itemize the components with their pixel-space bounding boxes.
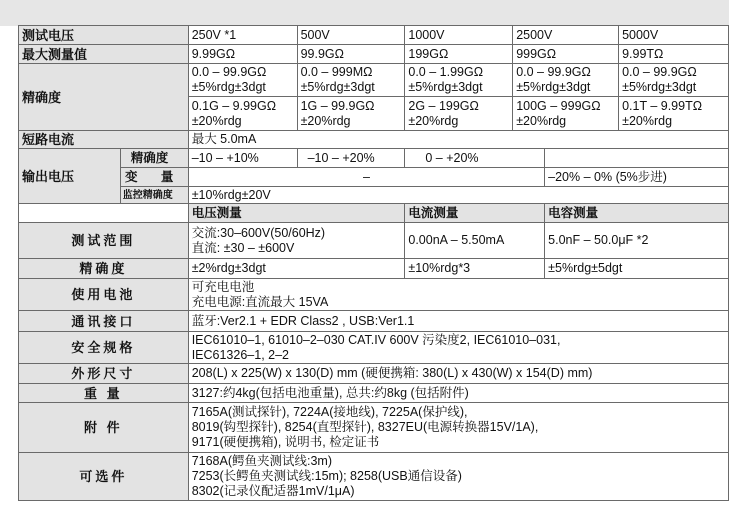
- dimensions-value: 208(L) x 225(W) x 130(D) mm (硬便携箱: 380(L) x 430(W) x 154(D) mm): [188, 364, 728, 384]
- row-measure-headers: [19, 204, 729, 223]
- range-voltage-cell: [188, 223, 405, 259]
- test-voltage-1000: 1000V: [405, 26, 513, 45]
- max-measure-250: 9.99GΩ: [188, 45, 297, 64]
- accuracy-range-cell: [513, 64, 619, 97]
- label-safety: 安全规格: [19, 332, 189, 364]
- row-weight: [19, 384, 729, 403]
- battery-line: 充电电源:直流最大 15VA: [191, 294, 329, 309]
- row-measure-range: [19, 223, 729, 259]
- max-measure-1000: 199GΩ: [405, 45, 513, 64]
- test-voltage-2500: 2500V: [513, 26, 619, 45]
- label-output-voltage: 输出电压: [19, 149, 121, 204]
- row-options: [19, 453, 729, 501]
- accuracy-range: 0.0 – 99.9GΩ: [516, 65, 591, 79]
- header-current-measure: 电流测量: [405, 204, 545, 223]
- accuracy-range: 0.1G – 9.99GΩ: [191, 98, 277, 113]
- accessories-line: 8019(钩型探针), 8254(直型探针), 8327EU(电源转换器15V/1A),: [191, 420, 539, 434]
- accuracy-value: ±5%rdg±3dgt: [408, 80, 483, 94]
- label-accuracy: 精确度: [19, 64, 189, 131]
- accuracy-range: 2G – 199GΩ: [408, 98, 479, 113]
- label-output-accuracy: 精确度: [120, 149, 188, 168]
- measure-accuracy-capacitance: ±5%rdg±5dgt: [545, 259, 729, 279]
- accuracy-range-cell: [619, 97, 729, 131]
- label-options: 可选件: [19, 453, 189, 501]
- accuracy-range-cell: [513, 97, 619, 131]
- row-max-measure: [19, 45, 729, 64]
- empty-cell: [545, 149, 729, 168]
- empty-cell: [19, 204, 121, 223]
- accuracy-range: 100G – 999GΩ: [516, 98, 601, 113]
- label-short-current: 短路电流: [19, 131, 189, 149]
- accessories-value: [188, 403, 728, 453]
- accuracy-range: 0.0 – 99.9GΩ: [622, 65, 697, 79]
- options-line: 8302(记录仪配适器1mV/1μA): [191, 484, 355, 498]
- accuracy-value: ±5%rdg±3dgt: [191, 80, 266, 94]
- safety-line: IEC61326–1, 2–2: [191, 347, 289, 362]
- accuracy-range: 0.0 – 99.9GΩ: [191, 65, 267, 79]
- range-current: 0.00nA – 5.50mA: [405, 223, 545, 259]
- label-battery: 使用电池: [19, 279, 189, 311]
- label-test-voltage: 测试电压: [19, 26, 189, 45]
- battery-value: [188, 279, 728, 311]
- accessories-line: 9171(硬便携箱), 说明书, 检定证书: [191, 435, 380, 449]
- row-battery: [19, 279, 729, 311]
- accuracy-value: ±5%rdg±3dgt: [622, 80, 697, 94]
- row-output-accuracy: [19, 149, 729, 168]
- test-voltage-5000: 5000V: [619, 26, 729, 45]
- accuracy-range-cell: [619, 64, 729, 97]
- test-voltage-500: 500V: [297, 26, 405, 45]
- header-voltage-measure: 电压测量: [188, 204, 405, 223]
- short-current-value: 最大 5.0mA: [188, 131, 728, 149]
- measure-accuracy-voltage: ±2%rdg±3dgt: [188, 259, 405, 279]
- accuracy-range: 1G – 99.9GΩ: [300, 98, 375, 113]
- range-voltage-ac: 交流:30–600V(50/60Hz): [191, 225, 326, 240]
- measure-accuracy-current: ±10%rdg*3: [405, 259, 545, 279]
- accuracy-value: ±20%rdg: [300, 113, 351, 128]
- variation-dash: –: [188, 168, 544, 187]
- label-monitor-accuracy: 监控精确度: [120, 187, 188, 204]
- battery-line: 可充电电池: [191, 279, 255, 294]
- accuracy-range: 0.0 – 999MΩ: [300, 65, 373, 79]
- accessories-line: 7165A(测试探针), 7224A(接地线), 7225A(保护线),: [191, 405, 468, 419]
- row-short-current: [19, 131, 729, 149]
- spec-table: [18, 25, 729, 501]
- row-measure-accuracy: [19, 259, 729, 279]
- label-accessories: 附 件: [19, 403, 189, 453]
- test-voltage-250: 250V *1: [188, 26, 297, 45]
- max-measure-2500: 999GΩ: [513, 45, 619, 64]
- row-test-voltage: [19, 26, 729, 45]
- weight-value: 3127:约4kg(包括电池重量), 总共:约8kg (包括附件): [188, 384, 728, 403]
- row-variation: [19, 168, 729, 187]
- header-capacitance-measure: 电容测量: [545, 204, 729, 223]
- row-dimensions: [19, 364, 729, 384]
- accuracy-range-cell: [405, 64, 513, 97]
- range-capacitance: 5.0nF – 50.0μF *2: [545, 223, 729, 259]
- label-measure-accuracy: 精确度: [19, 259, 189, 279]
- row-comm-interface: [19, 311, 729, 332]
- accuracy-range-cell: [297, 64, 405, 97]
- label-measure-range: 测试范围: [19, 223, 189, 259]
- accuracy-range: 0.0 – 1.99GΩ: [408, 65, 484, 79]
- options-line: 7168A(鳄鱼夹测试线:3m): [191, 454, 332, 468]
- accuracy-value: ±5%rdg±3dgt: [300, 80, 375, 94]
- label-dimensions: 外形尺寸: [19, 364, 189, 384]
- label-weight: 重 量: [19, 384, 189, 403]
- output-accuracy-value: –10 – +20%: [297, 149, 405, 168]
- output-accuracy-value: 0 – +20%: [405, 149, 545, 168]
- range-voltage-dc: 直流: ±30 – ±600V: [191, 240, 295, 255]
- accuracy-value: ±20%rdg: [408, 113, 459, 128]
- max-measure-500: 99.9GΩ: [297, 45, 405, 64]
- label-max-measure: 最大测量值: [19, 45, 189, 64]
- accuracy-range: 0.1T – 9.99TΩ: [622, 98, 703, 113]
- label-comm-interface: 通讯接口: [19, 311, 189, 332]
- options-value: [188, 453, 728, 501]
- accuracy-range-cell: [188, 64, 297, 97]
- output-accuracy-value: –10 – +10%: [188, 149, 297, 168]
- safety-value: [188, 332, 728, 364]
- variation-value: –20% – 0% (5%步进): [545, 168, 729, 187]
- row-accuracy-1: [19, 64, 729, 97]
- top-gray-strip: [0, 0, 729, 26]
- label-variation: 变 量: [120, 168, 188, 187]
- safety-line: IEC61010–1, 61010–2–030 CAT.IV 600V 污染度2, IEC61010–031,: [191, 332, 561, 347]
- row-safety: [19, 332, 729, 364]
- options-line: 7253(长鳄鱼夹测试线:15m); 8258(USB通信设备): [191, 469, 462, 483]
- empty-cell: [120, 204, 188, 223]
- row-accessories: [19, 403, 729, 453]
- row-monitor: [19, 187, 729, 204]
- accuracy-value: ±20%rdg: [191, 113, 242, 128]
- max-measure-5000: 9.99TΩ: [619, 45, 729, 64]
- accuracy-range-cell: [405, 97, 513, 131]
- accuracy-value: ±20%rdg: [516, 113, 567, 128]
- accuracy-range-cell: [188, 97, 297, 131]
- accuracy-value: ±20%rdg: [622, 113, 673, 128]
- accuracy-range-cell: [297, 97, 405, 131]
- comm-interface-value: 蓝牙:Ver2.1 + EDR Class2 , USB:Ver1.1: [188, 311, 728, 332]
- monitor-accuracy-value: ±10%rdg±20V: [188, 187, 728, 204]
- accuracy-value: ±5%rdg±3dgt: [516, 80, 591, 94]
